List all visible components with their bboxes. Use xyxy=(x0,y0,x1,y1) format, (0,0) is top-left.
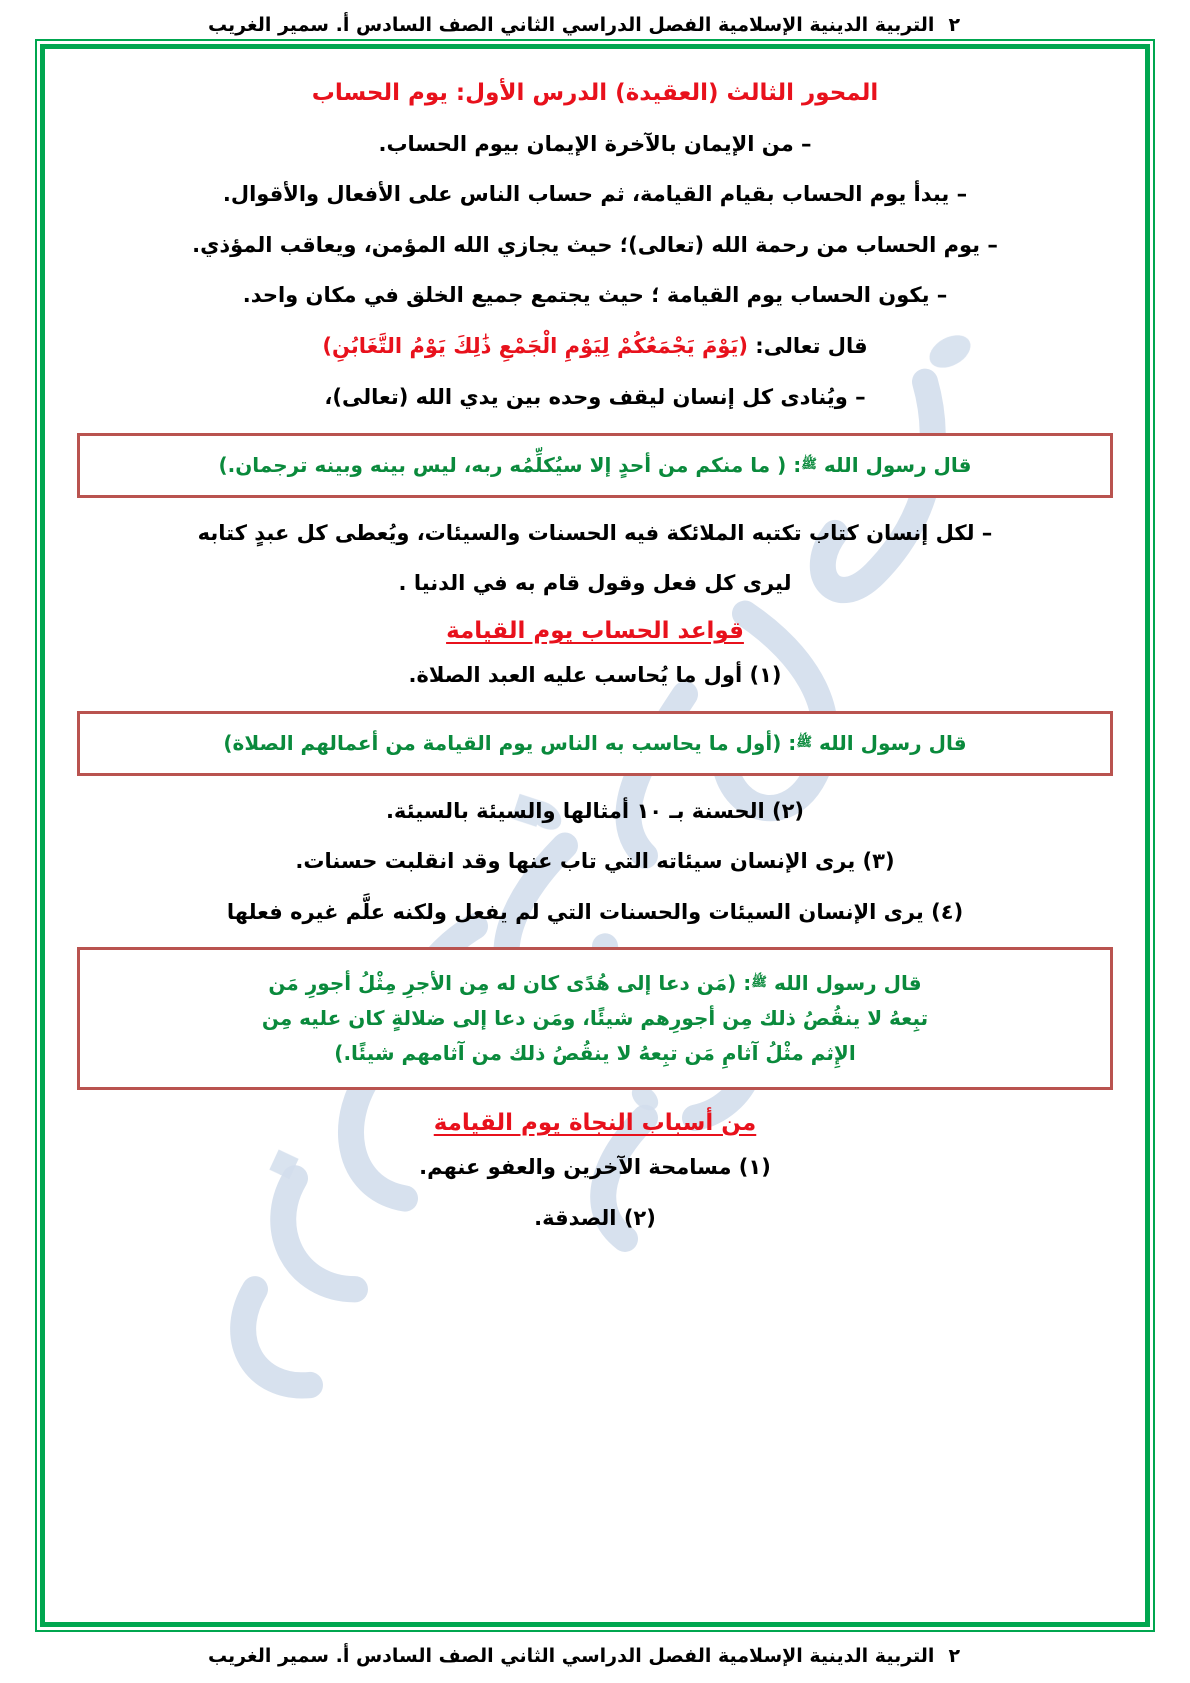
hadith-1-text: ( ما منكم من أحدٍ إلا سيُكلِّمُه ربه، ليس بينه وبينه ترجمان.) xyxy=(218,452,787,477)
book-point-line-2: ليرى كل فعل وقول قام به في الدنيا . xyxy=(398,571,792,596)
hadith-3-line-2: تبِعهُ لا ينقُصُ ذلك مِن أجورِهم شيئًا، ومَن دعا إلى ضلالةٍ كان عليه مِن xyxy=(261,1006,929,1031)
footer-title: التربية الدينية الإسلامية الفصل الدراسي الثاني الصف السادس أ. سمير الغريب xyxy=(207,1645,935,1667)
page-header xyxy=(0,4,1190,46)
header-page-number: ٢ xyxy=(948,14,961,36)
section-heading-salvation: من أسباب النجاة يوم القيامة xyxy=(433,1110,757,1137)
intro-point-3: – يوم الحساب من رحمة الله (تعالى)؛ حيث يجازي الله المؤمن، ويعاقب المؤذي. xyxy=(192,232,998,257)
verse-lead: قال تعالى: xyxy=(748,333,868,358)
rule-item-3: (٣) يرى الإنسان سيئاته التي تاب عنها وقد انقلبت حسنات. xyxy=(295,849,895,874)
content-frame xyxy=(40,44,1150,1627)
hadith-2-line xyxy=(94,726,1096,761)
hadith-box-3 xyxy=(77,947,1113,1090)
hadith-2-text: (أول ما يحاسب به الناس يوم القيامة من أعمالهم الصلاة) xyxy=(223,730,782,755)
hadith-box-2 xyxy=(77,711,1113,776)
salvation-item-2: (٢) الصدقة. xyxy=(534,1205,656,1230)
quran-verse xyxy=(71,331,1119,363)
verse-text: (يَوْمَ يَجْمَعُكُمْ لِيَوْمِ الْجَمْعِ ذَٰلِكَ يَوْمُ التَّغَابُنِ) xyxy=(322,333,748,358)
hadith-box-1 xyxy=(77,433,1113,498)
hadith-3-colon: : xyxy=(736,971,752,996)
after-verse-point: – ويُنادى كل إنسان ليقف وحده بين يدي الله (تعالى)، xyxy=(324,385,866,410)
intro-point-1: – من الإيمان بالآخرة الإيمان بيوم الحساب. xyxy=(378,131,812,156)
rule-item-2: (٢) الحسنة بـ ١٠ أمثالها والسيئة بالسيئة. xyxy=(385,798,805,823)
hadith-3-intro: قال رسول الله xyxy=(766,971,922,996)
peace-be-upon-him-icon: ﷺ xyxy=(751,975,767,991)
header-title: التربية الدينية الإسلامية الفصل الدراسي الثاني الصف السادس أ. سمير الغريب xyxy=(207,14,935,36)
hadith-1-intro: قال رسول الله xyxy=(816,452,972,477)
page-footer xyxy=(0,1635,1190,1677)
rule-item-1: (١) أول ما يُحاسب عليه العبد الصلاة. xyxy=(408,663,782,688)
section-heading-rules: قواعد الحساب يوم القيامة xyxy=(446,618,744,645)
peace-be-upon-him-icon: ﷺ xyxy=(796,734,813,750)
hadith-2-intro: قال رسول الله xyxy=(812,730,967,755)
lesson-title: المحور الثالث (العقيدة) الدرس الأول: يوم الحساب xyxy=(311,80,879,106)
intro-point-4: – يكون الحساب يوم القيامة ؛ حيث يجتمع جميع الخلق في مكان واحد. xyxy=(242,283,948,308)
hadith-1-colon: : xyxy=(786,452,802,477)
intro-point-2: – يبدأ يوم الحساب بقيام القيامة، ثم حساب الناس على الأفعال والأقوال. xyxy=(222,182,968,207)
rule-item-4: (٤) يرى الإنسان السيئات والحسنات التي لم يفعل ولكنه علَّم غيره فعلها xyxy=(226,899,964,924)
hadith-1-line xyxy=(94,448,1096,483)
hadith-3-text-1: (مَن دعا إلى هُدًى كان له مِن الأجرِ مِثْلُ أجورِ مَن xyxy=(268,971,737,996)
hadith-2-colon: : xyxy=(781,730,797,755)
hadith-3-line-1 xyxy=(98,966,1092,1001)
footer-page-number: ٢ xyxy=(948,1645,961,1667)
book-point-line-1: – لكل إنسان كتاب تكتبه الملائكة فيه الحسنات والسيئات، ويُعطى كل عبدٍ كتابه xyxy=(197,520,993,545)
peace-be-upon-him-icon: ﷺ xyxy=(801,456,817,472)
salvation-item-1: (١) مسامحة الآخرين والعفو عنهم. xyxy=(419,1155,771,1180)
hadith-3-line-3: الإِثم مثْلُ آثامِ مَن تبِعهُ لا ينقُصُ ذلك من آثامهم شيئًا.) xyxy=(334,1041,856,1066)
